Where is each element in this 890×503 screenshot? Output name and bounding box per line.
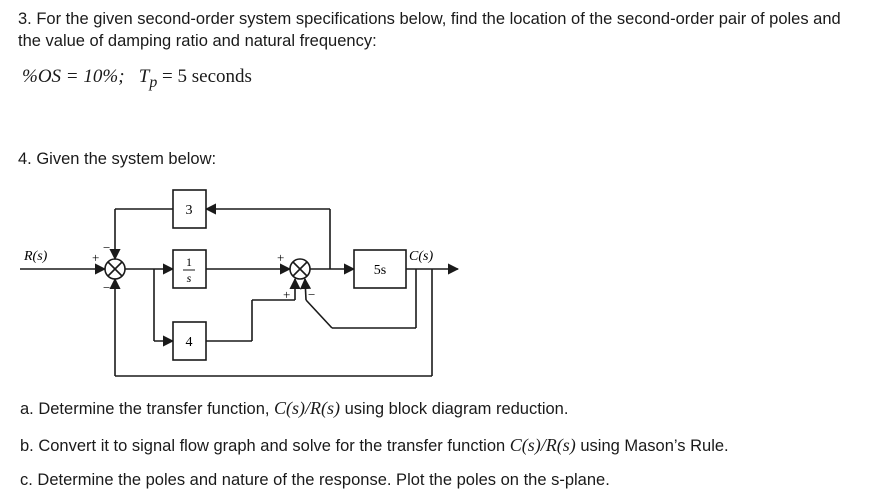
block-diagram	[14, 178, 474, 378]
peak-time-value: = 5 seconds	[157, 66, 252, 87]
question-3-line-2: the value of damping ratio and natural frequency:	[18, 32, 377, 50]
question-4-heading: 4. Given the system below:	[18, 150, 217, 168]
question-3-line-1: 3. For the given second-order system specifications below, find the location of the second-order pair of poles and	[18, 10, 841, 28]
peak-time-subscript: p	[149, 73, 158, 91]
part-a-prefix: a. Determine the transfer function,	[20, 400, 275, 418]
block-4-gain: 4	[185, 335, 193, 350]
part-b-prefix: b. Convert it to signal flow graph and solve for the transfer function	[20, 437, 510, 455]
part-c: c. Determine the poles and nature of the response. Plot the poles on the s-plane.	[20, 471, 610, 489]
output-label: C(s)	[409, 249, 434, 264]
plant-label: 5s	[373, 263, 387, 278]
sum1-sign-left: +	[92, 250, 100, 265]
part-a-transfer-function: C(s)/R(s)	[274, 398, 341, 418]
part-b-suffix: using Mason’s Rule.	[575, 437, 729, 455]
specification-equation	[22, 66, 252, 92]
integrator-numerator: 1	[186, 255, 192, 269]
question-3	[18, 8, 878, 52]
sum1-sign-bottom: −	[103, 280, 111, 295]
part-a-suffix: using block diagram reduction.	[340, 400, 569, 418]
input-label: R(s)	[24, 249, 48, 264]
sum2-sign-left: +	[277, 250, 285, 265]
part-b-transfer-function: C(s)/R(s)	[509, 435, 576, 455]
block-3-gain: 3	[185, 203, 193, 218]
sum2-sign-bottom-right: −	[308, 287, 316, 302]
integrator-denominator: s	[186, 271, 192, 285]
overshoot-spec: %OS = 10%;	[22, 66, 125, 87]
part-a	[20, 398, 568, 419]
sum1-sign-top: −	[103, 240, 111, 255]
sum2-sign-bottom-left: +	[283, 287, 291, 302]
peak-time-symbol: T	[138, 66, 150, 87]
part-b	[20, 435, 729, 456]
